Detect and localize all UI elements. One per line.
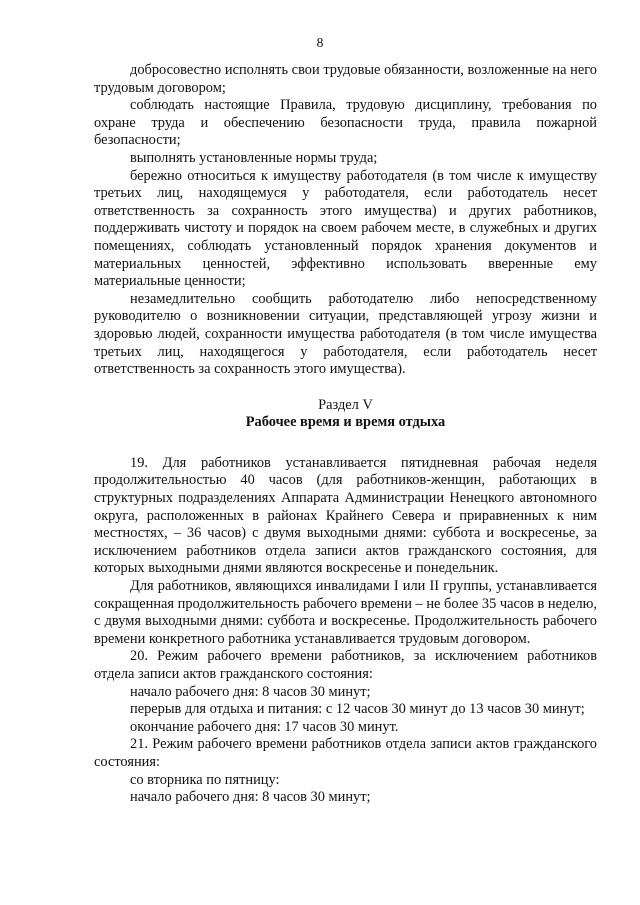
paragraph: бережно относиться к имуществу работодателя (в том числе к имуществу третьих лиц, находящемуся у работодателя, если работодатель несет ответственность за сохранность этого имущества) и других работников, поддерживать чистоту и порядок на своем рабочем месте, в служебных и других помещениях, соблюдать установленный порядок хранения документов и материальных ценностей, эффективно использовать вверенные ему материальные ценности; <box>94 167 597 290</box>
paragraph: добросовестно исполнять свои трудовые обязанности, возложенные на него трудовым договором; <box>94 62 597 96</box>
paragraph: соблюдать настоящие Правила, трудовую дисциплину, требования по охране труда и обеспечению безопасности труда, правила пожарной безопасности; <box>94 97 597 149</box>
duties-list <box>94 62 597 379</box>
section-title: Рабочее время и время отдыха <box>245 414 446 431</box>
paragraph: 21. Режим рабочего времени работников отдела записи актов гражданского состояния: <box>94 736 597 770</box>
paragraph: окончание рабочего дня: 17 часов 30 минут. <box>130 718 399 735</box>
paragraph: начало рабочего дня: 8 часов 30 минут; <box>130 683 371 700</box>
paragraph: выполнять установленные нормы труда; <box>130 149 378 166</box>
paragraph: 19. Для работников устанавливается пятидневная рабочая неделя продолжительностью 40 часов (для работников-женщин, работающих в структурных подразделениях Аппарата Администрации Ненецкого автономного округа, расположенных в районах Крайнего Севера и приравненных к ним местностях, – 36 часов) с двумя выходными днями: суббота и воскресенье, за исключением работников отдела записи актов гражданского состояния, для которых выходными днями являются воскресенье и понедельник. <box>94 454 597 577</box>
paragraph: перерыв для отдыха и питания: с 12 часов 30 минут до 13 часов 30 минут; <box>130 701 585 718</box>
document-body <box>94 62 597 807</box>
paragraph: со вторника по пятницу: <box>130 771 280 788</box>
page-number: 8 <box>316 35 324 50</box>
paragraph: Для работников, являющихся инвалидами I или II группы, устанавливается сокращенная продолжительность рабочего времени – не более 35 часов в неделю, с двумя выходными днями: суббота и воскресенье. Продолжительность рабочего времени конкретного работника устанавливается трудовым договором. <box>94 578 598 647</box>
paragraph: 20. Режим рабочего времени работников, за исключением работников отдела записи актов гражданского состояния: <box>94 648 597 682</box>
paragraph: начало рабочего дня: 8 часов 30 минут; <box>130 789 371 806</box>
paragraph: незамедлительно сообщить работодателю либо непосредственному руководителю о возникновении ситуации, представляющей угрозу жизни и здоровью людей, сохранности имущества работодателя (в том числе имущества третьих лиц, находящегося у работодателя, если работодатель несет ответственность за сохранность этого имущества). <box>94 290 597 378</box>
working-time-section <box>94 455 597 807</box>
section-heading: Раздел V <box>318 396 373 413</box>
